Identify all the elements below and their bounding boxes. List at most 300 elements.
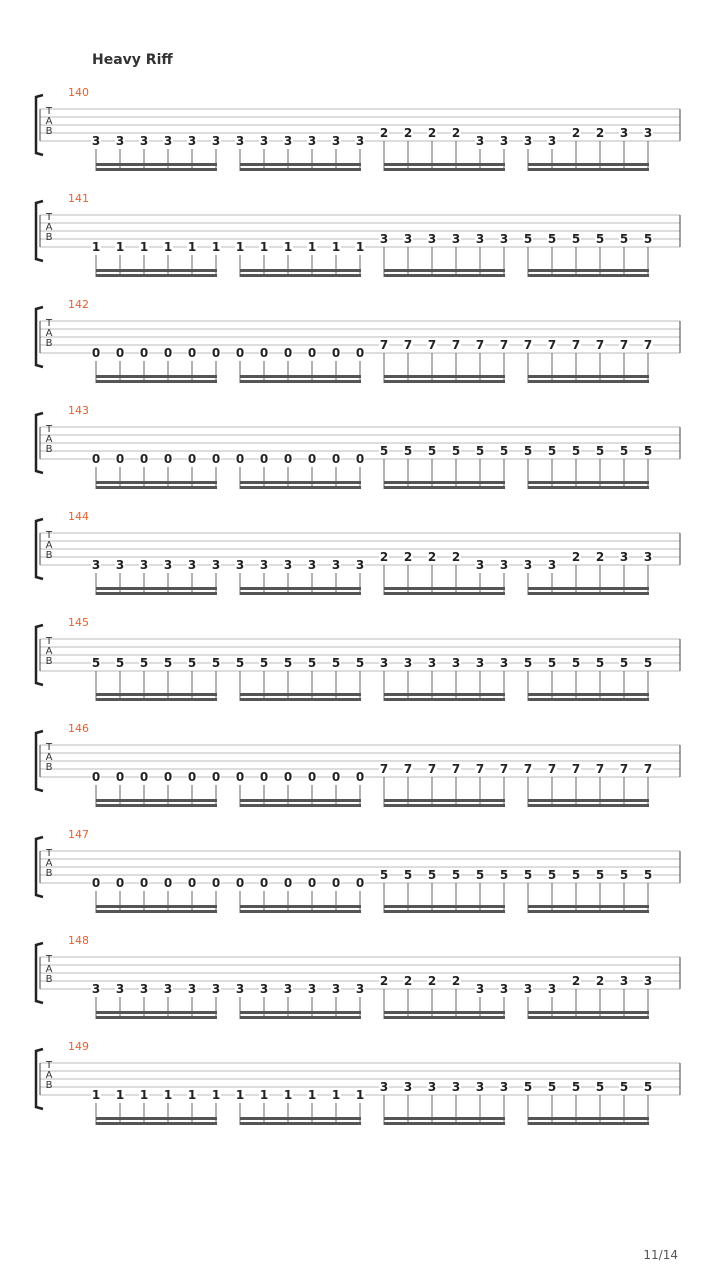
fret-number: 0 [211,346,221,360]
beam [528,375,649,378]
fret-number: 3 [331,558,341,572]
measure-number: 149 [68,1040,89,1053]
fret-number: 5 [523,444,533,458]
tab-clef-letter: T [45,530,53,541]
beam [528,799,649,802]
beam [240,698,361,701]
fret-number: 3 [547,558,557,572]
fret-number: 3 [619,126,629,140]
fret-number: 3 [547,134,557,148]
fret-number: 7 [451,762,461,776]
beam [528,587,649,590]
fret-number: 5 [643,656,653,670]
fret-number: 3 [187,134,197,148]
tab-system [0,402,720,508]
fret-number: 1 [139,1088,149,1102]
beam [384,804,505,807]
tab-clef-letter: T [45,318,53,329]
fret-number: 1 [91,1088,101,1102]
beam [384,481,505,484]
beam [96,587,217,590]
fret-number: 0 [331,346,341,360]
fret-number: 0 [163,876,173,890]
fret-number: 5 [595,232,605,246]
measure-number: 145 [68,616,89,629]
fret-number: 7 [547,762,557,776]
beam [384,1117,505,1120]
fret-number: 0 [235,770,245,784]
beam [240,375,361,378]
fret-number: 3 [475,558,485,572]
fret-number: 0 [187,770,197,784]
fret-number: 3 [379,656,389,670]
fret-number: 1 [139,240,149,254]
fret-number: 3 [283,982,293,996]
fret-number: 7 [571,338,581,352]
fret-number: 7 [547,338,557,352]
fret-number: 0 [283,770,293,784]
tab-clef-letter: A [45,328,53,339]
tab-clef-letter: B [45,1080,53,1091]
fret-number: 0 [259,452,269,466]
beam [384,693,505,696]
fret-number: 7 [379,338,389,352]
fret-number: 7 [643,762,653,776]
beam [528,698,649,701]
beam [528,905,649,908]
fret-number: 5 [595,1080,605,1094]
beam [384,587,505,590]
tab-system [0,932,720,1038]
beam [240,804,361,807]
beam [240,1011,361,1014]
beam [240,1122,361,1125]
fret-number: 5 [571,444,581,458]
fret-number: 0 [139,876,149,890]
fret-number: 0 [331,876,341,890]
beam [240,486,361,489]
beam [96,269,217,272]
tab-clef-letter: A [45,222,53,233]
beam [528,1122,649,1125]
measure-number: 143 [68,404,89,417]
fret-number: 5 [571,232,581,246]
fret-number: 5 [379,868,389,882]
tab-clef-letter: A [45,116,53,127]
fret-number: 0 [163,452,173,466]
tab-clef-letter: A [45,964,53,975]
tab-system [0,508,720,614]
beam [240,905,361,908]
fret-number: 3 [283,134,293,148]
beam [384,168,505,171]
section-title: Heavy Riff [92,52,173,68]
fret-number: 3 [499,1080,509,1094]
fret-number: 5 [187,656,197,670]
fret-number: 7 [475,338,485,352]
beam [240,910,361,913]
beam [96,1016,217,1019]
beam [240,693,361,696]
beam [96,1122,217,1125]
measure-number: 147 [68,828,89,841]
beam [96,481,217,484]
fret-number: 3 [187,982,197,996]
beam [384,910,505,913]
fret-number: 3 [235,558,245,572]
fret-number: 0 [139,452,149,466]
fret-number: 3 [115,982,125,996]
tab-clef-letter: B [45,232,53,243]
tab-clef-letter: T [45,848,53,859]
fret-number: 5 [643,232,653,246]
fret-number: 3 [115,134,125,148]
fret-number: 1 [331,240,341,254]
measure-number: 140 [68,86,89,99]
beam [96,274,217,277]
fret-number: 2 [403,974,413,988]
beam [240,269,361,272]
beam [528,168,649,171]
beam [384,375,505,378]
fret-number: 5 [259,656,269,670]
beam [384,1016,505,1019]
fret-number: 0 [115,770,125,784]
beam [96,168,217,171]
fret-number: 2 [595,126,605,140]
beam [96,163,217,166]
fret-number: 3 [211,982,221,996]
fret-number: 5 [571,868,581,882]
fret-number: 3 [259,982,269,996]
fret-number: 3 [499,558,509,572]
tab-system [0,614,720,720]
fret-number: 3 [475,232,485,246]
fret-number: 3 [643,974,653,988]
fret-number: 5 [235,656,245,670]
fret-number: 2 [595,974,605,988]
fret-number: 2 [427,126,437,140]
fret-number: 0 [283,452,293,466]
fret-number: 3 [451,656,461,670]
measure-number: 144 [68,510,89,523]
beam [384,163,505,166]
fret-number: 7 [643,338,653,352]
beam [384,269,505,272]
beam [240,274,361,277]
tab-clef-letter: A [45,858,53,869]
fret-number: 3 [211,134,221,148]
fret-number: 3 [235,982,245,996]
fret-number: 5 [139,656,149,670]
fret-number: 3 [403,656,413,670]
fret-number: 3 [643,550,653,564]
fret-number: 1 [91,240,101,254]
beam [240,592,361,595]
tab-clef-letter: A [45,752,53,763]
beam [384,1011,505,1014]
fret-number: 3 [379,1080,389,1094]
fret-number: 3 [475,982,485,996]
fret-number: 3 [139,134,149,148]
fret-number: 2 [451,550,461,564]
fret-number: 5 [475,444,485,458]
fret-number: 5 [643,444,653,458]
fret-number: 0 [307,770,317,784]
fret-number: 5 [643,1080,653,1094]
fret-number: 5 [451,444,461,458]
fret-number: 0 [211,876,221,890]
beam [240,168,361,171]
fret-number: 5 [523,656,533,670]
fret-number: 3 [379,232,389,246]
fret-number: 1 [187,1088,197,1102]
fret-number: 3 [643,126,653,140]
fret-number: 2 [379,974,389,988]
fret-number: 5 [355,656,365,670]
fret-number: 1 [211,240,221,254]
fret-number: 3 [355,558,365,572]
fret-number: 5 [475,868,485,882]
beam [96,592,217,595]
beam [240,799,361,802]
beam [384,592,505,595]
fret-number: 0 [355,452,365,466]
tab-clef-letter: B [45,126,53,137]
fret-number: 5 [451,868,461,882]
beam [96,799,217,802]
fret-number: 0 [163,346,173,360]
measure-number: 148 [68,934,89,947]
fret-number: 3 [427,1080,437,1094]
beam [240,163,361,166]
beam [528,910,649,913]
fret-number: 3 [619,974,629,988]
beam [528,163,649,166]
fret-number: 7 [619,762,629,776]
fret-number: 1 [115,240,125,254]
fret-number: 1 [235,240,245,254]
fret-number: 3 [499,982,509,996]
fret-number: 7 [475,762,485,776]
fret-number: 5 [571,1080,581,1094]
fret-number: 3 [403,1080,413,1094]
beam [96,1011,217,1014]
beam [96,486,217,489]
fret-number: 3 [235,134,245,148]
fret-number: 0 [355,876,365,890]
fret-number: 5 [619,868,629,882]
tab-clef-letter: B [45,762,53,773]
tab-clef-letter: B [45,550,53,561]
fret-number: 5 [571,656,581,670]
fret-number: 3 [91,982,101,996]
fret-number: 5 [115,656,125,670]
fret-number: 3 [307,134,317,148]
fret-number: 7 [427,762,437,776]
fret-number: 0 [91,452,101,466]
fret-number: 5 [619,1080,629,1094]
fret-number: 0 [283,876,293,890]
fret-number: 1 [235,1088,245,1102]
fret-number: 0 [259,770,269,784]
beam [528,380,649,383]
fret-number: 0 [115,876,125,890]
beam [528,592,649,595]
fret-number: 1 [283,240,293,254]
fret-number: 5 [379,444,389,458]
fret-number: 5 [547,232,557,246]
fret-number: 1 [331,1088,341,1102]
beam [384,905,505,908]
fret-number: 1 [259,240,269,254]
fret-number: 0 [259,346,269,360]
fret-number: 3 [475,656,485,670]
fret-number: 3 [475,134,485,148]
fret-number: 3 [163,134,173,148]
fret-number: 3 [427,656,437,670]
beam [528,804,649,807]
tab-clef-letter: T [45,424,53,435]
beam [384,698,505,701]
fret-number: 5 [619,444,629,458]
fret-number: 0 [91,876,101,890]
fret-number: 7 [595,762,605,776]
fret-number: 5 [595,656,605,670]
fret-number: 3 [523,558,533,572]
fret-number: 3 [139,982,149,996]
fret-number: 3 [331,982,341,996]
fret-number: 0 [355,770,365,784]
beam [96,698,217,701]
fret-number: 0 [91,346,101,360]
fret-number: 1 [187,240,197,254]
fret-number: 7 [379,762,389,776]
fret-number: 7 [427,338,437,352]
fret-number: 2 [379,550,389,564]
tab-system [0,190,720,296]
beam [240,1117,361,1120]
beam [528,269,649,272]
fret-number: 0 [211,452,221,466]
fret-number: 5 [547,868,557,882]
fret-number: 2 [403,550,413,564]
fret-number: 7 [595,338,605,352]
fret-number: 2 [451,126,461,140]
fret-number: 0 [211,770,221,784]
fret-number: 3 [451,1080,461,1094]
fret-number: 1 [283,1088,293,1102]
beam [528,1117,649,1120]
fret-number: 2 [427,974,437,988]
fret-number: 3 [355,982,365,996]
beam [240,587,361,590]
fret-number: 3 [163,982,173,996]
fret-number: 3 [619,550,629,564]
fret-number: 3 [259,558,269,572]
fret-number: 3 [547,982,557,996]
fret-number: 1 [307,1088,317,1102]
fret-number: 7 [619,338,629,352]
fret-number: 0 [115,346,125,360]
tab-system [0,84,720,190]
fret-number: 1 [355,1088,365,1102]
fret-number: 5 [331,656,341,670]
fret-number: 0 [139,770,149,784]
fret-number: 3 [211,558,221,572]
fret-number: 3 [499,232,509,246]
fret-number: 5 [595,444,605,458]
fret-number: 1 [259,1088,269,1102]
fret-number: 7 [499,338,509,352]
fret-number: 1 [355,240,365,254]
tab-clef-letter: A [45,540,53,551]
fret-number: 5 [403,444,413,458]
fret-number: 0 [235,452,245,466]
beam [96,910,217,913]
fret-number: 1 [163,1088,173,1102]
beam [96,1117,217,1120]
fret-number: 3 [283,558,293,572]
fret-number: 0 [115,452,125,466]
tab-clef-letter: T [45,742,53,753]
fret-number: 1 [211,1088,221,1102]
fret-number: 5 [547,656,557,670]
fret-number: 2 [571,974,581,988]
tab-system [0,826,720,932]
fret-number: 5 [523,1080,533,1094]
fret-number: 0 [331,452,341,466]
fret-number: 5 [211,656,221,670]
beam [528,481,649,484]
tab-system [0,296,720,402]
tab-clef-letter: A [45,434,53,445]
fret-number: 0 [187,452,197,466]
tab-clef-letter: B [45,868,53,879]
beam [528,274,649,277]
fret-number: 0 [163,770,173,784]
tab-clef-letter: B [45,444,53,455]
fret-number: 5 [427,444,437,458]
fret-number: 3 [307,558,317,572]
fret-number: 3 [523,982,533,996]
beam [240,481,361,484]
beam [528,693,649,696]
fret-number: 2 [595,550,605,564]
fret-number: 0 [307,346,317,360]
fret-number: 3 [187,558,197,572]
fret-number: 1 [307,240,317,254]
fret-number: 0 [187,346,197,360]
fret-number: 0 [283,346,293,360]
beam [384,274,505,277]
fret-number: 0 [331,770,341,784]
beam [240,380,361,383]
fret-number: 7 [499,762,509,776]
fret-number: 2 [571,550,581,564]
fret-number: 1 [163,240,173,254]
beam [384,799,505,802]
fret-number: 3 [451,232,461,246]
fret-number: 2 [427,550,437,564]
beam [96,375,217,378]
fret-number: 2 [451,974,461,988]
tab-clef-letter: T [45,954,53,965]
measure-number: 142 [68,298,89,311]
fret-number: 7 [523,338,533,352]
fret-number: 2 [571,126,581,140]
fret-number: 5 [427,868,437,882]
